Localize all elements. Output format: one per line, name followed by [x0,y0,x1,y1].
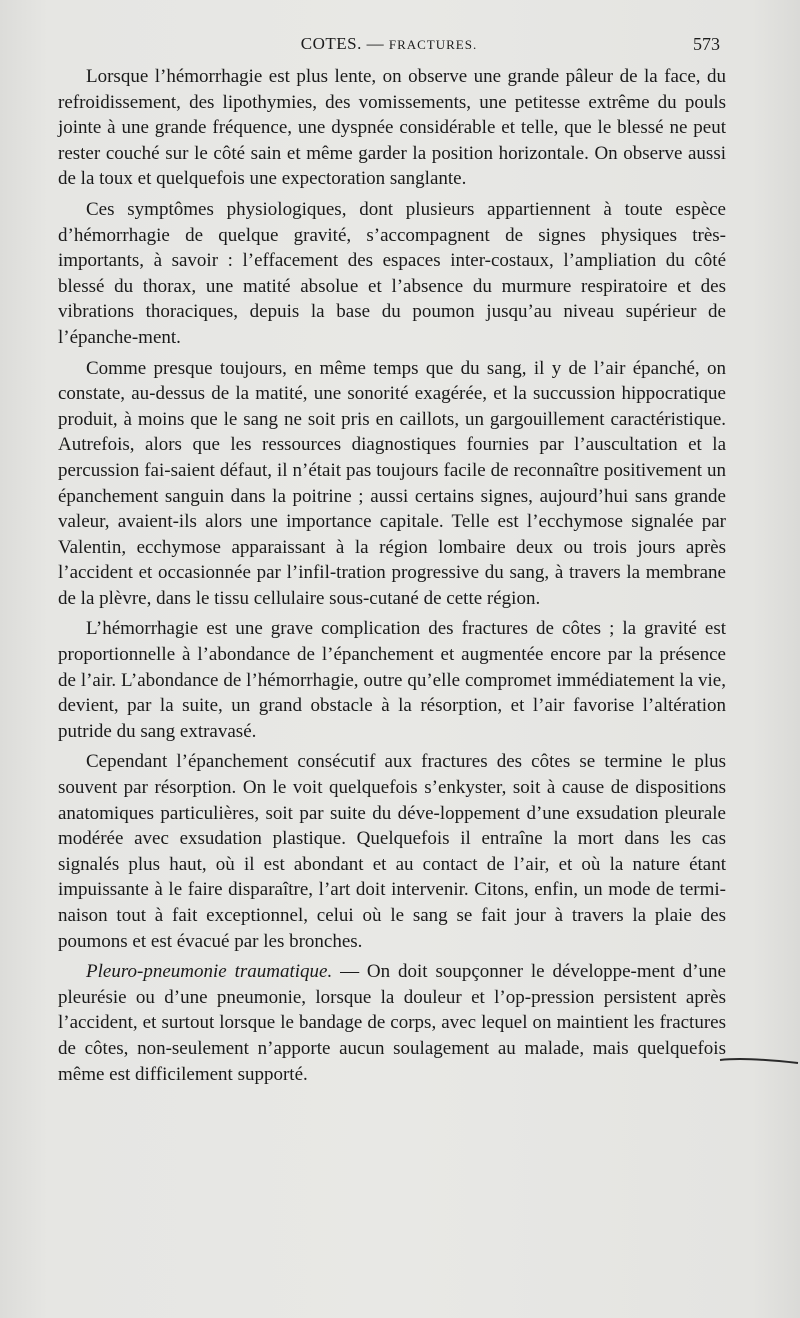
paragraph-resorption: Cependant l’épanchement consécutif aux fractures des côtes se termine le plus souvent par résorption. On le voit quelquefois s’enkyster, soit à cause de dispositions anatomiques particulières, soit par suite du déve-loppement d’une exsudation pleurale modérée avec exsudation plastique. Quelquefois il entraîne la mort dans les cas signalés plus haut, où il est abondant et au contact de l’air, et où la nature étant impuissante à le faire disparaître, l’art doit intervenir. Citons, enfin, un mode de termi-naison tout à fait exceptionnel, celui où le sang se fait jour à travers la plaie des poumons et est évacué par les bronches. [58,751,726,952]
page-number: 573 [693,34,720,54]
paragraph-hemorrhage-slow: Lorsque l’hémorrhagie est plus lente, on observe une grande pâleur de la face, du refroidissement, des lipothymies, des vomissements, une petitesse extrême du pouls jointe à une grande fréquence, une dyspnée considérable et telle, que le blessé ne peut rester couché sur le côté sain et même garder la position horizontale. On observe aussi de la toux et quelquefois une expectoration sanglante. [58,66,726,190]
section-heading-pleuro-pneumonia: Pleuro-pneumonie traumatique. [86,961,333,983]
margin-pen-mark [718,1054,800,1068]
page-header [58,34,720,58]
paragraph-complication: L’hémorrhagie est une grave complication des fractures de côtes ; la gravité est proportionnelle à l’abondance de l’épanchement et augmentée encore par la présence de l’air. L’abondance de l’hémorrhagie, outre qu’elle compromet immédiatement la vie, devient, par la suite, un grand obstacle à la résorption, et l’air favorise l’altération putride du sang extravasé. [58,618,726,742]
paragraph-physical-signs: Ces symptômes physiologiques, dont plusieurs appartiennent à toute espèce d’hémorrhagie de quelque gravité, s’accompagnent de signes physiques très-importants, à savoir : l’effacement des espaces inter-costaux, l’ampliation du côté blessé du thorax, une matité absolue et l’absence du murmure respiratoire et des vibrations thoraciques, depuis la base du poumon jusqu’au niveau supérieur de l’épanche-ment. [58,198,726,348]
paragraph-pleuro-pneumonia [58,959,726,1087]
paragraph-pleuro-pneumonia-text: — On doit soupçonner le développe-ment d’une pleurésie ou d’une pneumonie, lorsque la douleur et l’op-pression persistent après l’accident, et surtout lorsque le bandage de corps, avec lequel on maintient les fractures de côtes, non-seulement n’apporte aucun soulagement au malade, mais quelquefois même est difficilement supporté. [58,961,726,1085]
running-title-main: COTES. — [300,34,389,53]
running-title [58,34,720,54]
paragraph-air-effusion: Comme presque toujours, en même temps que du sang, il y de l’air épanché, on constate, au-dessus de la matité, une sonorité exagérée, et la succussion hippocratique produit, à moins que le sang ne soit pris en caillots, un gargouillement caractéristique. Autrefois, alors que les ressources diagnostiques fournies par l’auscultation et la percussion fai-saient défaut, il n’était pas toujours facile de reconnaître positivement un épanchement sanguin dans la poitrine ; aussi certains signes, aujourd’hui sans grande valeur, avaient-ils alors une importance capitale. Telle est l’ecchymose signalée par Valentin, ecchymose apparaissant à la région lombaire deux ou trois jours après l’accident et occasionnée par l’infil-tration progressive du sang, à travers la membrane de la plèvre, dans le tissu cellulaire sous-cutané de cette région. [58,357,726,609]
running-title-sub: FRACTURES. [388,37,478,52]
body-text [58,64,726,1092]
